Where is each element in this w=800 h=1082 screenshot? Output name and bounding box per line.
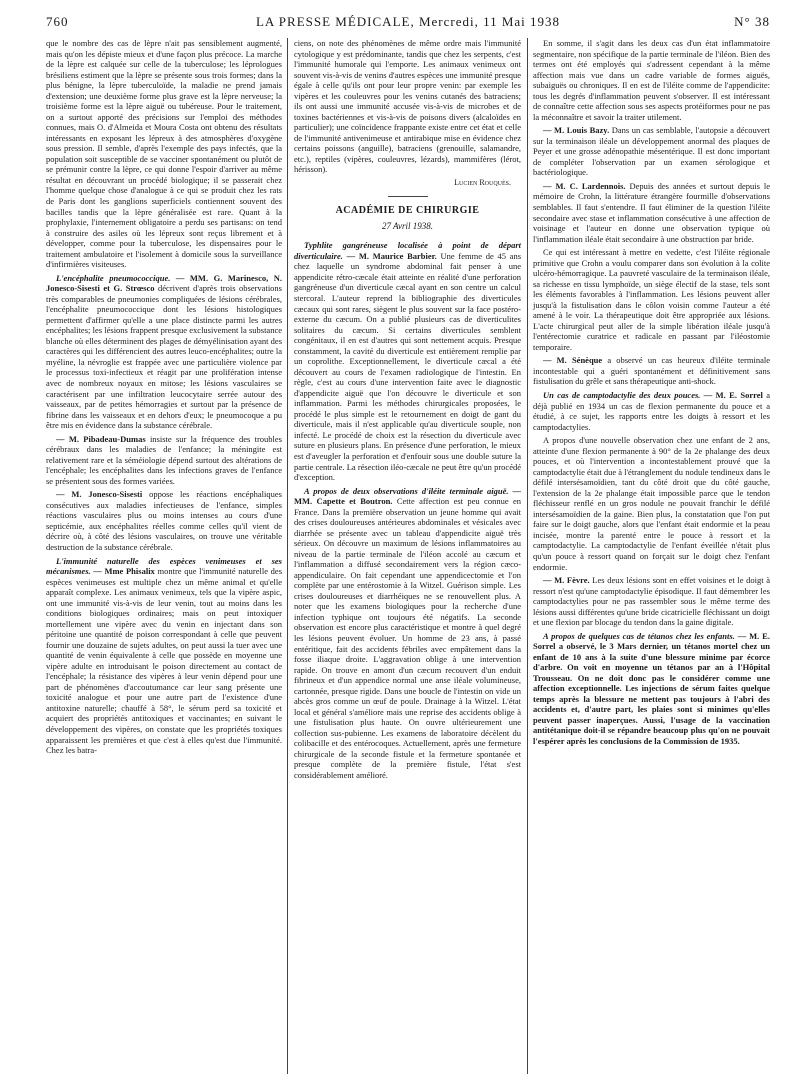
article-authors: — M. Maurice Barbier. [346,250,437,261]
article-bazy [533,125,770,178]
article-text: a observé, le 3 Mars dernier, un tétanos mortel chez un enfant de 10 ans à la suite d'une blessure minime par écorce d'arbre. On voit en moyenne un tétanos par an à l'Hôpital Trousseau. On ne doit donc pas le considérer comme une affection exceptionnelle. Les injections de sérum faites quelque temps après la blessure ne mettent pas toujours à l'abri des accidents et, d'autre part, les plaies sont si minimes qu'elles peuvent passer inaperçues. Aussi, l'usage de la vaccination antitétanique doit-il se répandre beaucoup plus qu'on ne pouvait l'espérer après les conclusions de la Commission de 1935. [533,641,770,746]
article-authors: — M. C. Lardennois. [543,180,626,191]
signature: Lucien Rouquès. [454,177,511,187]
article-authors: — Mme Phisalix [93,566,155,577]
paragraph: En somme, il s'agit dans les deux cas d'un état inflammatoire segmentaire, non spécifique de la partie terminale de l'iléon. Bien des termes ont été employés qui s'adressent cependant à la même affection mais vue dans un cadre variable de formes aiguës, subaiguës ou chroniques. Il en est de l'iléite comme de l'appendicite: tous les degrés d'inflammation peuvent s'observer. Il est intéressant de connaître cette affection sous ses aspects protéiformes pour ne pas la méconnaître et savoir la traiter utilement. [533,38,770,122]
article-text: montre que l'immunité naturelle des espèces venimeuses est multiple chez un même animal et qu'elle apparaît complexe. Les animaux venimeux, tels que la vipère aspic, ont une immunité vis-à-vis de leur venin, tout au moins dans les conditions biologiques ordinaires; mais on peut intoxiquer mortellement une vipère avec du venin en injectant dans son péritoine une quantité de poison correspondant à celle que peuvent fournir une douzaine de sujets adultes, on peut aussi la tuer avec une quantité de venin équivalente à celle que possède en moyenne une vipère adulte en introduisant le poison directement au contact de l'encéphale; la résistance des vipères à leur venin dépend pour une part de phénomènes d'accoutumance car leur sang présente une toxicité analogue et pour une autre part de l'existence d'une antitoxine naturelle; chauffé à 58°, le sérum perd sa toxicité et acquiert des propriétés antitoxiques et vaccinantes; en suivant le développement des vipères, on constate que les propriétés toxiques apparaissent les premières et que c'est à elles qu'est due l'immunité. Chez les batra- [46,566,282,756]
article-pibadeau [46,434,282,487]
text-columns [46,38,770,1074]
divider [388,196,428,197]
section-heading: ACADÉMIE DE CHIRURGIE [335,204,480,216]
column-right [528,38,770,1074]
article-immunite [46,556,282,756]
issue-number: N° 38 [734,14,770,29]
article-seneque [533,355,770,387]
article-jonesco [46,489,282,552]
paragraph: que le nombre des cas de lèpre n'ait pas sensiblement augmenté, mais qu'on les dépiste mieux et d'une façon plus précoce. La marche de la lèpre est calquée sur celle de la tuberculose; les léprologues brésiliens estiment que la lèpre se présente sous trois formes; dans la plus bénigne, la lèpre tuberculoïde, la maladie ne prend jamais d'extension; une deuxième forme plus grave est la lèpre nerveuse; la troisième forme est la lèpre aiguë ou tubéreuse. Pour le traitement, on a surtout apporté des précisions sur l'emploi des méthodes connues, mais O. d'Almeida et Moura Costa ont obtenu des résultats intéressants en exposant les lépreux à des atmosphères d'oxygène sous pression. Il semble, d'après l'exemple des pays infectés, que la population soit susceptible de se vacciner spontanément ou plutôt de se prémunir contre la lèpre, ce qui donne l'espoir d'arriver au même résultat en découvrant un procédé biologique; il se passerait chez l'homme quelque chose d'analogue à ce qui se produit chez les rats de Paris dont les ganglions superficiels contiennent souvent des bacilles tandis que la lèpre généralisée est rare. Quant à la prophylaxie, l'internement obligatoire a perdu ses partisans: on tend à construire des asiles où les lépreux sont reçus librement et à développer, comme pour la tuberculose, les dispensaires pour le traitement ambulatoire et l'isolement à domicile sous la surveillance d'infirmières visiteuses. [46,38,282,270]
article-camptodactylie [533,390,770,432]
paragraph: ciens, on note des phénomènes de même ordre mais l'immunité cytologique y est prédominante, tandis que chez les serpents, c'est l'immunité humorale qui l'emporte. Les animaux venimeux ont souvent vis-à-vis de venins d'autres espèces une immunité presque égale à celle qu'ils ont pour leur propre venin: par exemple les vipères et les couleuvres pour les venins cutanés des batraciens; ils ont aussi une immunité accusée vis-à-vis de microbes et de toxines bactériennes et vis-à-vis de poisons divers (alcaloïdes en particulier); une coïncidence frappante existe entre cet état et celle de l'immunité antivenimeuse et antirabique mise en évidence chez certains poissons (anguille), batraciens (grenouille, salamandre, etc.), reptiles (vipères, couleuvres, lézards), mammifères (lérot, hérisson). [294,38,521,175]
article-text: Cette affection est peu connue en France. Dans la première observation un jeune homme qui avait des crises douloureuses antérieures abdominales et vésicales avec diarrhée se présente avec un tableau d'appendicite aiguë très sérieux. On découvre un maximum de lésions inflammatoires au niveau de la partie terminale de l'iléon accolé au cæcum et l'inflammation a diffusé secondairement vers la région cæco-appendiculaire. On fait cependant une appendicectomie et l'on complète par une entérostomie à la Witzel. Guérison simple. Les crises douloureuses et diarrhéiques ne se renouvellent plus. A noter que les examens biologiques pour la recherche d'une infection typhique ont toujours été négatifs. La seconde observation est encore plus caractéristique et montre à quel degré les lésions peuvent évoluer. Un homme de 23 ans, à passé entéritique, fait des accidents fébriles avec empâtement dans la fosse iliaque droite. L'aggravation oblige à une intervention rapide. On trouve en amont d'un cæcum recouvert d'un enduit fibrineux et d'un appendice normal une anse iléale volumineuse, cartonnée, presque rigide. Dans une boucle de l'intestin on vide un abcès gros comme un œuf de poule. Drainage à la Witzel. L'état local et général s'améliore mais une reprise des accidents oblige à une fistulisation plus haute. On ouvre ultérieurement une collection sus-pubienne. Les examens de laboratoire décèlent du colibacille et des entérocoques. Actuellement, après une fermeture chirurgicale de la seconde fistule et la fermeture spontanée et presque complète de la première fistule, l'état s'est considérablement amélioré. [294,496,521,780]
journal-title: LA PRESSE MÉDICALE, Mercredi, 11 Mai 1938 [255,14,561,29]
column-left [46,38,287,1074]
article-text: oppose les réactions encéphaliques consécutives aux maladies infectieuses de l'enfance, simples réactions vasculaires plus ou moins intenses au cours d'une septicémie, aux encéphalites réelles comme celles qu'il vient de décrire où, à côté des lésions vasculaires, on trouve une véritable destruction de la substance cérébrale. [46,489,282,552]
article-text: insiste sur la fréquence des troubles cérébraux dans les maladies de l'enfance; la méningite est relativement rare et la séméiologie dépend surtout des altérations de l'encéphale; les encéphalites dans les infections graves de l'enfance se présentent sous des formes variées. [46,433,282,486]
article-fevre [533,575,770,628]
article-tetanos [533,631,770,747]
page-number: 760 [46,14,69,29]
paragraph: A propos d'une nouvelle observation chez une enfant de 2 ans, atteinte d'une flexion permanente à 90° de la 2e phalange des deux pouces, et où l'intervention a incontestablement prouvé que la camptodactylie était due à l'étranglement du nodule tendineux dans le défilé intersésamoïdien, tant du côté droit que du côté gauche, l'extension de la 2e phalange était impossible parce que le tendon fléchisseur renflé en un gros nodule ne pouvait franchir le défilé intersésamoïdien de la gaine. Bien plus, la constatation que l'on put faire sur le doigt gauche, alors que l'enfant était endormie et la peau incisée, montre la parenté entre le pouce à ressort et la camptodactylie. La camptodactylie de l'enfant éveillée n'était plus qu'un pouce à ressort quand on forçait sur le doigt chez l'enfant endormie. [533,435,770,572]
article-authors: — M. Jonesco-Sisesti [56,489,143,500]
article-authors: — M. E. Sorrel [533,630,770,652]
article-text: Les deux lésions sont en effet voisines et le doigt à ressort n'est qu'une camptodactylie épisodique. Il faut démembrer les camptodactylies pour ne pas rassembler sous le même terme des lésions aussi différentes qu'une bride cicatricielle fléchissant un doigt et une flexion par blocage du tendon dans la gaine digitale. [533,575,770,628]
article-authors: — M. E. Sorrel [703,390,763,400]
article-authors: — M. Pibadeau-Dumas [56,433,146,444]
section-title: Un cas de camptodactylie des deux pouces. [543,390,701,400]
section-title: A propos de deux observations d'iléite terminale aiguë. [304,485,509,496]
section-title: L'encéphalite pneumococcique. [56,272,171,283]
paragraph: Ce qui est intéressant à mettre en vedette, c'est l'iléite régionale primitive que Crohn a voulu comparer dans son évolution à la colite ulcéro-hémorragique. La pauvreté vasculaire de la terminaison iléale, sa richesse en tissu lymphoïde, un siège électif de la stase, tels sont les éléments favorables à l'inflammation. Les lésions peuvent aller jusqu'à la fistulisation dans le côlon voisin comme l'auteur a été amené à le voir. La thérapeutique doit être appropriée aux lésions. L'acte chirurgical peut aller de la simple libération iléale jusqu'à l'entérectomie curatrice et radicale en passant par l'iléostomie temporaire. [533,247,770,352]
article-authors: — M. Sénèque [543,355,603,366]
article-authors: — MM. G. Marinesco, N. Jonesco-Sisesti et G. Strœsco [46,272,283,294]
article-authors: — M. Louis Bazy. [543,125,610,136]
article-text: a déjà publié en 1934 un cas de flexion permanente du pouce et a étudié, à ce sujet, les rapports entre les doigts à ressort et les camptodactylies. [533,390,770,432]
article-text: Une femme de 45 ans chez laquelle un syndrome abdominal fait penser à une appendicite rétro-cæcale était atteinte en réalité d'une perforation gangréneuse d'un diverticule cæcal ayant en son centre un calcul stercoral. L'auteur reprend la bibliographie des diverticules cæcaux qui sont rares, siègent le plus souvent sur la face postéro-externe du cæcum. On a publié plusieurs cas de diverticulites solitaires du cæcum. Si certains diverticules semblent congénitaux, il en est d'autres qui sont nettement acquis. Presque constamment, la cavité du diverticule est entièrement remplie par un coprolithe. Exceptionnellement, le diverticule cæcal a été découvert au cours de l'examen radiologique de l'intestin. En règle, c'est au cours d'une intervention faite avec le diagnostic d'appendicite aiguë que l'on découvre le diverticule et son inflammation. Parmi les méthodes chirurgicales proposées, le procédé le plus simple est le retournement en doigt de gant du diverticule, mais il n'est applicable qu'au diverticule souple, non infecté. Le procédé de choix est la résection du diverticule avec suture en plusieurs plans. En présence d'une perforation, le mieux est d'aveugler la perforation et d'enfouir sous une double suture la partie centrale. La résection iléo-cæcale ne peut être qu'un procédé d'exception. [294,250,522,483]
section-title: L'immunité naturelle des espèces venimeuses et ses mécanismes. [46,555,282,577]
article-lardennois [533,181,770,244]
section-title: Typhlite gangréneuse localisée à point de départ diverticulaire. [294,240,521,261]
section-title: A propos de quelques cas de tétanos chez les enfants. [543,630,735,641]
article-text: Depuis des années et surtout depuis le mémoire de Crohn, la littérature étrangère fourmille d'observations semblables. Il faut s'entendre. Il faut éliminer de la question l'iléite secondaire avec stase et inflammation consécutive à une affection de voisinage et l'auteur en donne une observation typique où l'inflammation iléale était secondaire à une obstruction par bride. [533,180,770,244]
article-text: Dans un cas semblable, l'autopsie a découvert sur la terminaison iléale un développement anormal des plaques de Peyer et une grosse adénopathie mésentérique. Il est donc important de compléter l'observation par un examen sérologique et bactériologique. [533,125,770,178]
article-text: a observé un cas heureux d'iléite terminale incontestable qui a guéri spontanément et définitivement sans fistulisation du grêle et sans thérapeutique anti-shock. [533,355,770,387]
article-typhlite [294,240,521,482]
article-authors: — MM. Capette et Boutron. [294,485,521,507]
session-date: 27 Avril 1938. [381,221,434,232]
page-header [46,14,770,36]
article-text: décrivent d'après trois observations très comparables de pneumonies compliquées de lésions cérébrales, l'encéphalite pneumococcique dont les lésions histologiques permettent d'affirmer qu'elle a une place distincte parmi les autres encéphalites; les lésions frappent presque exclusivement la substance blanche où elles déterminent des plages de démyélinisation ayant des caractères qui les différencient des autres leuco-encéphalites; outre la myéline, la névroglie est frappée avec une particulière violence par le processus toxi-infectieux et réagit par une prolifération intense avec de nombreux noyaux en mitose; les lésions vasculaires se caractérisent par une infiltration leucocytaire serrée autour des vaisseaux, par de petites hémorragies et surtout par la présence de fibrine dans les vaisseaux et en dehors d'eux; le pneumocoque a pu être mis en évidence dans la substance cérébrale. [46,283,282,431]
article-authors: — M. Fèvre. [543,575,590,586]
column-middle [287,38,528,1074]
article-ileite [294,486,521,781]
article-encephalite [46,273,282,431]
